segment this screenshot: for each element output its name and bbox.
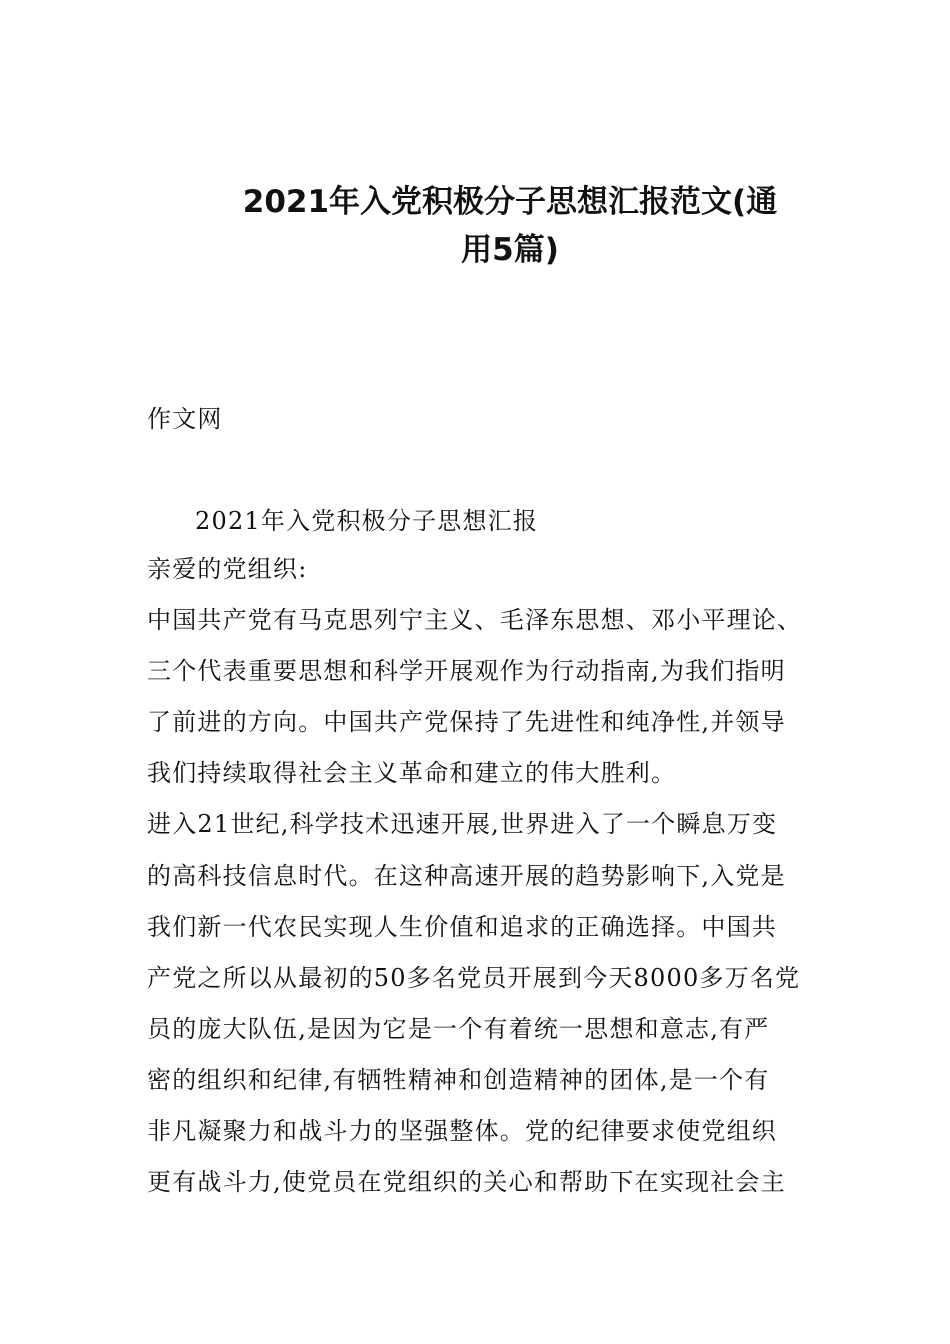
paragraph-line: 我们持续取得社会主义革命和建立的伟大胜利。	[147, 759, 677, 788]
source-label: 作文网	[147, 405, 223, 433]
paragraph-line: 更有战斗力,使党员在党组织的关心和帮助下在实现社会主	[147, 1168, 786, 1197]
paragraph-line: 员的庞大队伍,是因为它是一个有着统一思想和意志,有严	[147, 1014, 770, 1043]
body-content	[147, 553, 827, 1217]
paragraph-line: 产党之所以从最初的50多名党员开展到今天8000多万名党	[147, 963, 801, 992]
paragraph-line: 中国共产党有马克思列宁主义、毛泽东思想、邓小平理论、	[147, 606, 803, 635]
title-line-1: 2021年入党积极分子思想汇报范文(通	[242, 184, 778, 220]
paragraph-line: 三个代表重要思想和科学开展观作为行动指南,为我们指明	[147, 657, 786, 686]
document-title	[150, 178, 870, 274]
paragraph-line: 非凡凝聚力和战斗力的坚强整体。党的纪律要求使党组织	[147, 1117, 777, 1146]
paragraph-line: 了前进的方向。中国共产党保持了先进性和纯净性,并领导	[147, 708, 786, 737]
salutation-line: 亲爱的党组织:	[147, 555, 308, 583]
paragraph-line: 密的组织和纪律,有牺牲精神和创造精神的团体,是一个有	[147, 1065, 770, 1094]
section-subtitle: 2021年入党积极分子思想汇报	[195, 507, 539, 535]
paragraph-line: 的高科技信息时代。在这种高速开展的趋势影响下,入党是	[147, 861, 786, 890]
paragraph-line: 我们新一代农民实现人生价值和追求的正确选择。中国共	[147, 912, 777, 941]
paragraph-line: 进入21世纪,科学技术迅速开展,世界进入了一个瞬息万变	[147, 810, 778, 839]
title-line-2: 用5篇)	[461, 232, 559, 268]
